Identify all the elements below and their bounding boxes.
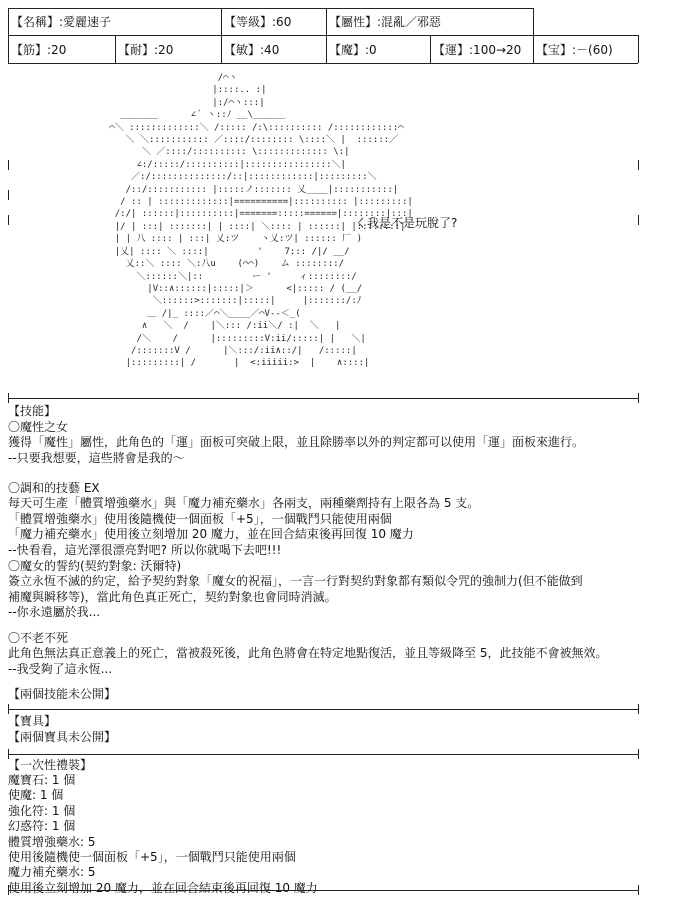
skill-line: 「魔力補充藥水」使用後立刻增加 20 魔力，並在回合結束後再回復 10 魔力 xyxy=(8,527,414,542)
stats-divider-1 xyxy=(115,35,116,63)
stat-value: :40 xyxy=(260,43,280,57)
stat-mana xyxy=(329,43,377,57)
stat-label: 【敏】 xyxy=(224,43,261,57)
stat-endurance xyxy=(118,43,173,57)
stat-luck xyxy=(433,43,521,57)
skill-block-3 xyxy=(8,559,688,621)
stats-divider-4 xyxy=(430,35,431,63)
level-field xyxy=(224,15,291,29)
art-right-tick-1 xyxy=(638,160,639,170)
separator-cap-right xyxy=(638,885,639,895)
bottom-separator xyxy=(8,890,638,891)
skill-name: 〇魔女的誓約(契約對象: 沃爾特) xyxy=(8,559,182,573)
consumable-item: 使用後立刻增加 20 魔力，並在回合結束後再回復 10 魔力 xyxy=(8,880,318,895)
stat-value: :20 xyxy=(47,43,67,57)
name-label: 【名稱】 xyxy=(11,15,60,29)
stat-value: :0 xyxy=(365,43,377,57)
header-mid-border xyxy=(8,35,638,36)
art-left-tick-3 xyxy=(8,215,9,225)
separator-cap-right xyxy=(638,393,639,403)
skill-line: --我受夠了這永恆... xyxy=(8,661,113,676)
stat-agility xyxy=(224,43,279,57)
consumables-title: 【一次性禮裝】 xyxy=(8,758,93,772)
consumable-item: 魔寶石: 1 個 xyxy=(8,773,76,787)
header-left-border xyxy=(8,8,9,63)
consumables-list xyxy=(8,773,688,896)
consumable-item: 使用後隨機使一個面板「+5」，一個戰鬥只能使用兩個 xyxy=(8,850,296,865)
skill-block-4 xyxy=(8,631,688,677)
treasure-title: 【寶具】 xyxy=(8,714,57,728)
skill-line: 補魔與瞬移等)，當此角色真正死亡，契約對象也會同時消滅。 xyxy=(8,589,337,604)
attribute-label: 【屬性】 xyxy=(329,15,378,29)
name-field xyxy=(11,15,111,29)
stats-divider-2 xyxy=(221,35,222,63)
separator-cap-right xyxy=(638,704,639,714)
consumable-item: 使魔: 1 個 xyxy=(8,788,64,803)
speech-bubble-text: く我是不是玩脫了? xyxy=(355,216,458,230)
stat-value: :100→20 xyxy=(469,43,522,57)
stat-value: :20 xyxy=(154,43,174,57)
stat-label: 【耐】 xyxy=(118,43,155,57)
skill-line: --你永遠屬於我... xyxy=(8,605,101,620)
treasure-separator xyxy=(8,709,638,710)
consumables-separator xyxy=(8,754,638,755)
skill-name: 〇魔性之女 xyxy=(8,420,69,434)
skill-line: --只要我想要，這些將會是我的〜 xyxy=(8,450,185,465)
skill-block-1 xyxy=(8,420,688,466)
header-top-border xyxy=(8,8,533,9)
skill-line: 每天可生產「體質增強藥水」與「魔力補充藥水」各兩支，兩種藥劑持有上限各為 5 支。 xyxy=(8,496,480,511)
skill-block-2 xyxy=(8,481,688,558)
consumable-item: 體質增強藥水: 5 xyxy=(8,834,96,849)
stat-label: 【魔】 xyxy=(329,43,366,57)
stat-strength xyxy=(11,43,66,57)
skill-name: 〇不老不死 xyxy=(8,631,69,645)
skill-line: --快看看，這光澤很漂亮對吧? 所以你就喝下去吧!!! xyxy=(8,542,282,557)
separator-cap-left xyxy=(8,704,9,714)
header-divider-2 xyxy=(326,8,327,35)
art-left-tick-1 xyxy=(8,160,9,170)
skill-line: 簽立永恆不滅的約定，給予契約對象「魔女的祝福」，一言一行對契約對象都有類似令咒的強制力(但不能做到 xyxy=(8,574,583,589)
stat-label: 【運】 xyxy=(433,43,470,57)
separator-cap-left xyxy=(8,885,9,895)
consumable-item: 魔力補充藥水: 5 xyxy=(8,865,96,880)
skill-name: 〇調和的技藝 EX xyxy=(8,481,100,495)
skill-line: 獲得「魔性」屬性，此角色的「運」面板可突破上限，並且除勝率以外的判定都可以使用「運」面板來進行。 xyxy=(8,435,585,450)
stats-divider-5 xyxy=(533,35,534,63)
art-right-tick-2 xyxy=(638,215,639,225)
header-divider-1 xyxy=(221,8,222,35)
hidden-treasure-note: 【兩個寶具未公開】 xyxy=(8,730,117,744)
stat-value: :－(60) xyxy=(572,43,613,57)
consumable-item: 強化符: 1 個 xyxy=(8,803,76,818)
stat-treasure xyxy=(536,43,613,57)
skills-title: 【技能】 xyxy=(8,404,57,418)
level-label: 【等級】 xyxy=(224,15,273,29)
skill-line: 「體質增強藥水」使用後隨機使一個面板「+5」，一個戰鬥只能使用兩個 xyxy=(8,511,392,526)
header-right-border-top xyxy=(533,8,534,35)
skills-separator xyxy=(8,398,638,399)
stats-divider-3 xyxy=(326,35,327,63)
skill-line: 此角色無法真正意義上的死亡，當被殺死後，此角色將會在特定地點復活，並且等級降至 5，此技能不會被無效。 xyxy=(8,646,608,661)
hidden-skills-note: 【兩個技能未公開】 xyxy=(8,687,117,701)
separator-cap-left xyxy=(8,393,9,403)
name-value: :愛麗速子 xyxy=(59,15,112,29)
stat-label: 【宝】 xyxy=(536,43,573,57)
stat-label: 【筋】 xyxy=(11,43,48,57)
stats-right-border xyxy=(638,35,639,63)
attribute-value: :混亂／邪惡 xyxy=(377,15,442,29)
separator-cap-right xyxy=(638,749,639,759)
art-left-tick-2 xyxy=(8,190,9,200)
header-bottom-border xyxy=(8,63,638,64)
consumable-item: 幻惑符: 1 個 xyxy=(8,819,76,834)
attribute-field xyxy=(329,15,441,29)
character-ascii-art: /⌒ヽ |::::.. :| |:/⌒ヽ:::| _______ ∠´ ヽ::ﾉ __\______ ⌒＼ :::::::::::::＼ /::::: /:\:::::::::: /::::::::::::⌒ ＼ ＼::::::::::: ／::::/:::::::: \::::＼ | ::::::／ ＼ ／::::/:::::::::: \::::::::::::: \:| ∠:/:::::/::::::::::|::::::::::::::::＼| ／:/::::::::::::::/::|::::::::::::|:::::::::＼ /::/::::::::::: |:::::ノ::::::: 乂____|:::::::::::| / :: | :::::::::::::|==========|:::::::::: |:::::::::| /:/| ::::::|::::::::::|=======:::::======|::::::::|:::| |/ | :::| :::::::| | ::::| ＼:::: | ::::::| |::::::::| | | 八 :::: | :::| 乂:ツ ヽ乂:ツ| :::::: 厂 ) |乂| :::: ＼ ::::| ' 7::: /|/ __/ 乂::＼ :::: ＼:八u (⌒⌒) ム ::::::::/ ＼::::::＼|:: ー ' ィ::::::::/ |V::∧::::::|:::::|＞ <|::::: / (__/ ＼::::::>:::::::|:::::| |:::::::/:ﾉ ＿ /|_ ::::／⌒＼____／⌒V‐‐＜_( ∧ ＼ / |＼::: /:ii＼/ :| ＼ | /＼ / |:::::::::V:ii/:::::| | ＼| /:::::::V / |＼:::/:ii∧::/| /:::::| |:::::::::| / | <:iiiii:> | ∧::::| xyxy=(109,73,413,369)
level-value: :60 xyxy=(272,15,292,29)
